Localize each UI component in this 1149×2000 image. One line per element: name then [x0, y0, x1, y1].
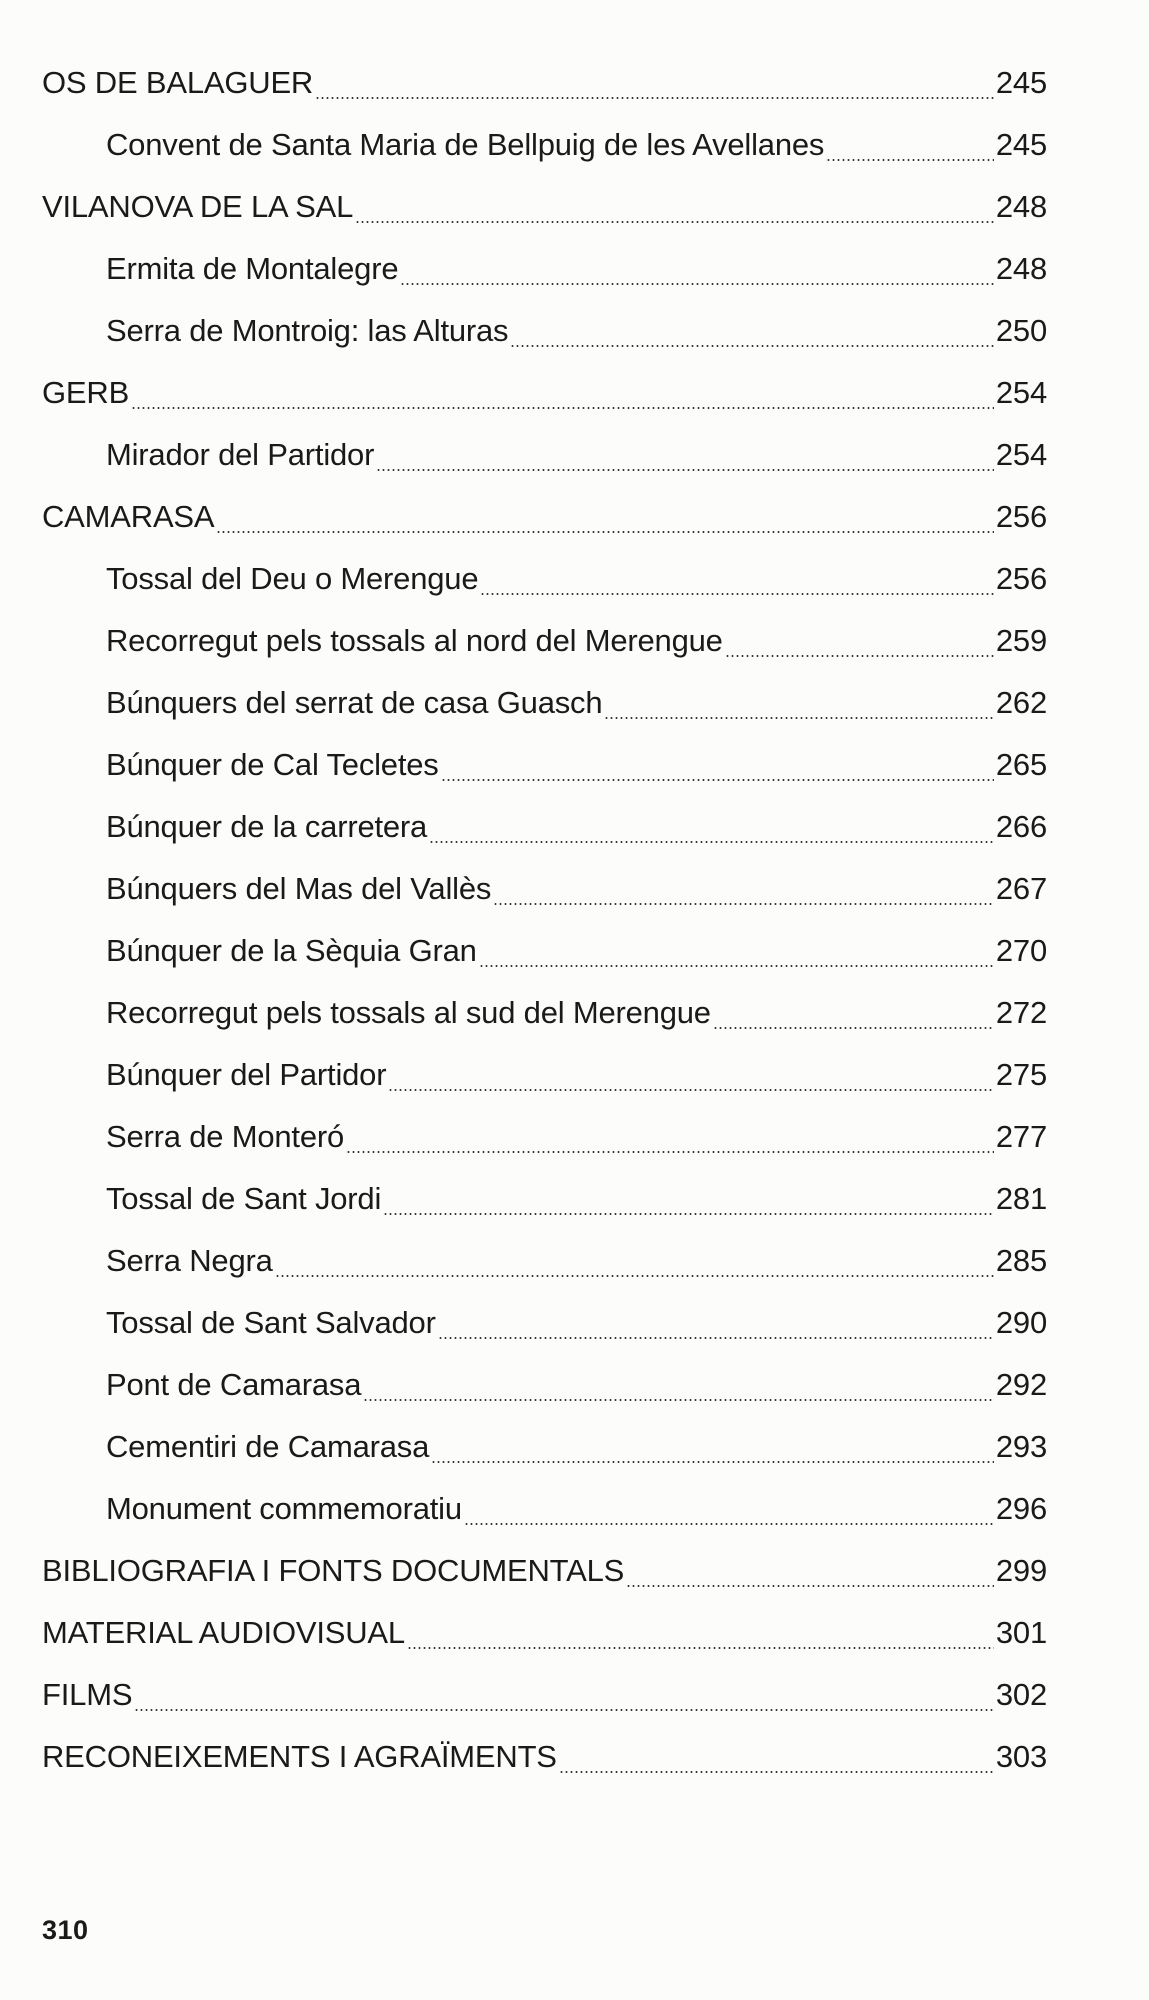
toc-entry-page-number: 301: [995, 1615, 1047, 1650]
toc-entry-title: Mirador del Partidor: [106, 437, 375, 472]
toc-section-entry: [42, 1540, 1047, 1602]
toc-entry-title: CAMARASA: [42, 499, 215, 534]
dot-leader: [363, 1399, 994, 1401]
toc-entry-page-number: 277: [995, 1119, 1047, 1154]
dot-leader: [275, 1275, 994, 1277]
toc-subentry: [42, 1168, 1047, 1230]
toc-subentry: [42, 920, 1047, 982]
toc-entry-title: Serra de Monteró: [106, 1119, 345, 1154]
toc-subentry: [42, 1044, 1047, 1106]
toc-subentry: [42, 1416, 1047, 1478]
dot-leader: [376, 469, 994, 471]
toc-entry-page-number: 265: [995, 747, 1047, 782]
toc-entry-page-number: 299: [995, 1553, 1047, 1588]
page-number: 310: [42, 1915, 89, 1945]
toc-entry-title: VILANOVA DE LA SAL: [42, 189, 354, 224]
toc-entry-page-number: 245: [995, 127, 1047, 162]
toc-subentry: [42, 610, 1047, 672]
toc-entry-title: Tossal del Deu o Merengue: [106, 561, 479, 596]
toc-entry-page-number: 259: [995, 623, 1047, 658]
toc-entry-page-number: 281: [995, 1181, 1047, 1216]
toc-entry-page-number: 254: [995, 375, 1047, 410]
table-of-contents: [42, 52, 1047, 1788]
toc-entry-page-number: 302: [995, 1677, 1047, 1712]
toc-subentry: [42, 796, 1047, 858]
dot-leader: [479, 965, 994, 967]
toc-entry-title: BIBLIOGRAFIA I FONTS DOCUMENTALS: [42, 1553, 625, 1588]
toc-subentry: [42, 982, 1047, 1044]
toc-entry-title: Cementiri de Camarasa: [106, 1429, 430, 1464]
dot-leader: [438, 1337, 994, 1339]
toc-entry-page-number: 262: [995, 685, 1047, 720]
toc-entry-page-number: 256: [995, 561, 1047, 596]
toc-entry-title: GERB: [42, 375, 130, 410]
toc-entry-title: Recorregut pels tossals al sud del Merengue: [106, 995, 711, 1030]
dot-leader: [626, 1585, 994, 1587]
toc-entry-title: MATERIAL AUDIOVISUAL: [42, 1615, 405, 1650]
toc-section-entry: [42, 1726, 1047, 1788]
dot-leader: [400, 283, 994, 285]
toc-subentry: [42, 858, 1047, 920]
toc-entry-title: Tossal de Sant Jordi: [106, 1181, 382, 1216]
toc-entry-title: Búnquer de la carretera: [106, 809, 428, 844]
toc-entry-page-number: 275: [995, 1057, 1047, 1092]
dot-leader: [216, 531, 993, 533]
toc-entry-title: Búnquers del Mas del Vallès: [106, 871, 492, 906]
dot-leader: [826, 159, 994, 161]
toc-subentry: [42, 114, 1047, 176]
toc-section-entry: [42, 362, 1047, 424]
toc-entry-title: FILMS: [42, 1677, 133, 1712]
toc-entry-page-number: 290: [995, 1305, 1047, 1340]
toc-entry-page-number: 266: [995, 809, 1047, 844]
toc-entry-page-number: 285: [995, 1243, 1047, 1278]
toc-entry-title: Ermita de Montalegre: [106, 251, 399, 286]
toc-entry-title: Búnquer de la Sèquia Gran: [106, 933, 477, 968]
toc-entry-page-number: 272: [995, 995, 1047, 1030]
toc-subentry: [42, 672, 1047, 734]
toc-subentry: [42, 1106, 1047, 1168]
toc-section-entry: [42, 176, 1047, 238]
toc-entry-page-number: 292: [995, 1367, 1047, 1402]
toc-entry-page-number: 250: [995, 313, 1047, 348]
dot-leader: [383, 1213, 994, 1215]
dot-leader: [464, 1523, 994, 1525]
toc-entry-title: Recorregut pels tossals al nord del Merengue: [106, 623, 723, 658]
toc-entry-title: RECONEIXEMENTS I AGRAÏMENTS: [42, 1739, 557, 1774]
dot-leader: [346, 1151, 994, 1153]
toc-entry-title: Tossal de Sant Salvador: [106, 1305, 436, 1340]
dot-leader: [431, 1461, 994, 1463]
toc-entry-title: Búnquer de Cal Tecletes: [106, 747, 439, 782]
toc-entry-title: Convent de Santa Maria de Bellpuig de les Avellanes: [106, 127, 825, 162]
dot-leader: [480, 593, 993, 595]
toc-entry-page-number: 267: [995, 871, 1047, 906]
dot-leader: [604, 717, 994, 719]
toc-entry-page-number: 248: [995, 251, 1047, 286]
dot-leader: [407, 1647, 994, 1649]
toc-subentry: [42, 734, 1047, 796]
dot-leader: [493, 903, 994, 905]
toc-entry-page-number: 256: [995, 499, 1047, 534]
toc-entry-page-number: 293: [995, 1429, 1047, 1464]
toc-section-entry: [42, 52, 1047, 114]
toc-subentry: [42, 1292, 1047, 1354]
dot-leader: [131, 407, 994, 409]
dot-leader: [134, 1709, 994, 1711]
toc-subentry: [42, 1478, 1047, 1540]
dot-leader: [725, 655, 994, 657]
toc-section-entry: [42, 1602, 1047, 1664]
toc-entry-title: Serra de Montroig: las Alturas: [106, 313, 509, 348]
toc-entry-page-number: 254: [995, 437, 1047, 472]
toc-section-entry: [42, 486, 1047, 548]
toc-subentry: [42, 300, 1047, 362]
dot-leader: [355, 221, 994, 223]
toc-entry-title: Monument commemoratiu: [106, 1491, 462, 1526]
toc-subentry: [42, 1354, 1047, 1416]
dot-leader: [388, 1089, 994, 1091]
toc-entry-title: Búnquers del serrat de casa Guasch: [106, 685, 603, 720]
toc-entry-title: Serra Negra: [106, 1243, 273, 1278]
dot-leader: [429, 841, 994, 843]
dot-leader: [510, 345, 994, 347]
toc-subentry: [42, 1230, 1047, 1292]
toc-subentry: [42, 548, 1047, 610]
toc-entry-page-number: 303: [995, 1739, 1047, 1774]
toc-entry-title: Pont de Camarasa: [106, 1367, 362, 1402]
toc-entry-page-number: 245: [995, 65, 1047, 100]
toc-entry-title: OS DE BALAGUER: [42, 65, 314, 100]
dot-leader: [559, 1771, 994, 1773]
dot-leader: [441, 779, 994, 781]
toc-entry-page-number: 296: [995, 1491, 1047, 1526]
toc-entry-page-number: 270: [995, 933, 1047, 968]
toc-subentry: [42, 424, 1047, 486]
dot-leader: [315, 97, 994, 99]
dot-leader: [713, 1027, 994, 1029]
toc-entry-page-number: 248: [995, 189, 1047, 224]
toc-section-entry: [42, 1664, 1047, 1726]
toc-entry-title: Búnquer del Partidor: [106, 1057, 387, 1092]
toc-subentry: [42, 238, 1047, 300]
